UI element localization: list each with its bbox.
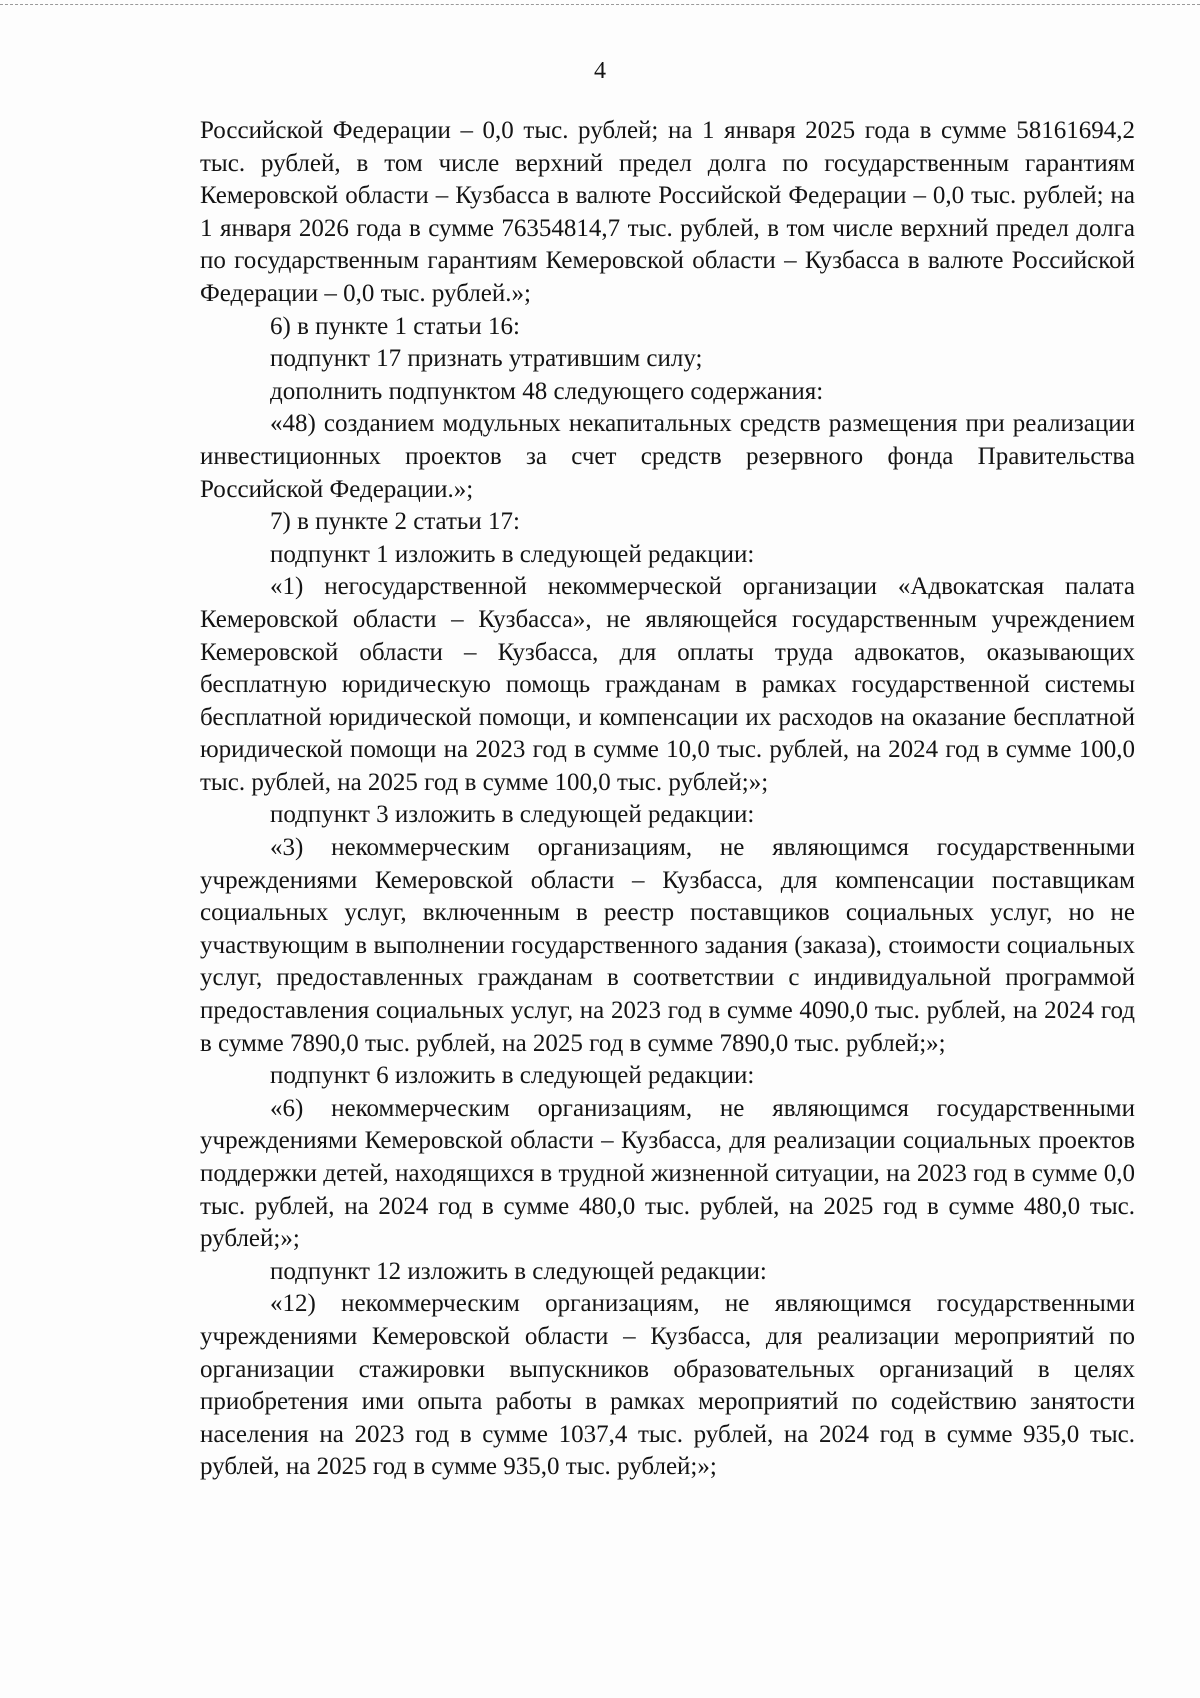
paragraph-add-subitem-48: дополнить подпунктом 48 следующего содержания: <box>270 377 824 405</box>
paragraph-item-6-heading: 6) в пункте 1 статьи 16: <box>270 312 520 340</box>
paragraph-subitem-3-intro: подпункт 3 изложить в следующей редакции: <box>270 801 755 829</box>
paragraph-subitem-6-intro: подпункт 6 изложить в следующей редакции: <box>270 1062 755 1090</box>
paragraph-item-7-heading: 7) в пункте 2 статьи 17: <box>270 508 520 536</box>
page-number: 4 <box>594 58 606 84</box>
paragraph-subitem-12-intro: подпункт 12 изложить в следующей редакции: <box>270 1257 767 1285</box>
scan-top-edge <box>0 4 1200 6</box>
document-body <box>200 115 1135 1484</box>
paragraph-subitem-1-text: «1) негосударственной некоммерческой организации «Адвокатская палата Кемеровской области – Кузбасса», не являющейся государственным учреждением Кемеровской области – Кузбасса, для оплаты труда адвокатов, оказывающих бесплатную юридическую помощь гражданам в рамках государственной системы бесплатной юридической помощи, и компенсации их расходов на оказание бесплатной юридической помощи на 2023 год в сумме 10,0 тыс. рублей, на 2024 год в сумме 100,0 тыс. рублей, на 2025 год в сумме 100,0 тыс. рублей;»; <box>200 573 1135 796</box>
paragraph-subitem-3-text: «3) некоммерческим организациям, не являющимся государственными учреждениями Кемеровской области – Кузбасса, для компенсации поставщикам социальных услуг, включенным в реестр поставщиков социальных услуг, но не участвующим в выполнении государственного задания (заказа), стоимости социальных услуг, предоставленных гражданам в соответствии с индивидуальной программой предоставления социальных услуг, на 2023 год в сумме 4090,0 тыс. рублей, на 2024 год в сумме 7890,0 тыс. рублей, на 2025 год в сумме 7890,0 тыс. рублей;»; <box>200 834 1135 1057</box>
paragraph-subitem-12-text: «12) некоммерческим организациям, не являющимся государственными учреждениями Кемеровской области – Кузбасса, для реализации мероприятий по организации стажировки выпускников образовательных организаций в целях приобретения ими опыта работы в рамках мероприятий по содействию занятости населения на 2023 год в сумме 1037,4 тыс. рублей, на 2024 год в сумме 935,0 тыс. рублей, на 2025 год в сумме 935,0 тыс. рублей;»; <box>200 1290 1135 1481</box>
paragraph-subitem-48-text: «48) созданием модульных некапитальных средств размещения при реализации инвестиционных проектов за счет средств резервного фонда Правительства Российской Федерации.»; <box>200 410 1135 503</box>
paragraph-subitem-6-text: «6) некоммерческим организациям, не являющимся государственными учреждениями Кемеровской области – Кузбасса, для реализации социальных проектов поддержки детей, находящихся в трудной жизненной ситуации, на 2023 год в сумме 0,0 тыс. рублей, на 2024 год в сумме 480,0 тыс. рублей, на 2025 год в сумме 480,0 тыс. рублей;»; <box>200 1094 1135 1253</box>
paragraph-subitem-17-repeal: подпункт 17 признать утратившим силу; <box>270 345 703 373</box>
paragraph-debt-limit-continuation: Российской Федерации – 0,0 тыс. рублей; на 1 января 2025 года в сумме 58161694,2 тыс. рублей, в том числе верхний предел долга по государственным гарантиям Кемеровской области – Кузбасса в валюте Российской Федерации – 0,0 тыс. рублей; на 1 января 2026 года в сумме 76354814,7 тыс. рублей, в том числе верхний предел долга по государственным гарантиям Кемеровской области – Кузбасса в валюте Российской Федерации – 0,0 тыс. рублей.»; <box>200 117 1135 307</box>
paragraph-subitem-1-intro: подпункт 1 изложить в следующей редакции: <box>270 540 755 568</box>
